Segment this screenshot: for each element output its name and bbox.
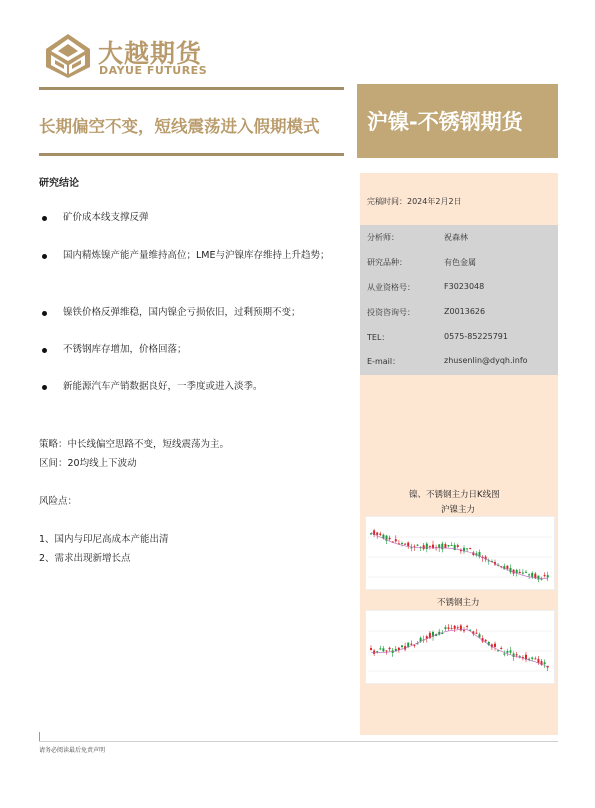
candle-body — [541, 579, 543, 580]
candle-body — [544, 662, 546, 664]
candle-body — [401, 543, 403, 544]
candle-body — [410, 547, 412, 548]
conclusion-point: 镍铁价格反弹维稳，国内镍企亏损依旧，过剩预期不变； — [63, 307, 301, 318]
candle-body — [485, 640, 487, 642]
bullet-dot — [42, 254, 47, 259]
candle-body — [410, 644, 412, 645]
candle-body — [407, 643, 409, 647]
info-label: 研究品种： — [367, 258, 407, 267]
candle-body — [531, 657, 533, 658]
info-label: 分析师： — [367, 233, 399, 242]
info-value: 0575-85225791 — [444, 332, 508, 341]
candle-body — [376, 532, 378, 534]
moving-average-line — [371, 630, 548, 667]
conclusion-point: 新能源汽车产销数据良好，一季度或进入淡季。 — [63, 381, 263, 392]
conclusion-point: 国内精炼镍产能产量维持高位；LME与沪镍库存维持上升趋势； — [63, 250, 330, 261]
analyst-info-box — [360, 225, 558, 375]
info-value: zhusenlin@dyqh.info — [444, 356, 528, 365]
candle-body — [503, 654, 505, 655]
candle-body — [413, 645, 415, 646]
stainless-kline-chart — [365, 610, 555, 684]
candle-body — [537, 576, 539, 580]
strategy-text: 策略：中长线偏空思路不变，短线震荡为主。 — [39, 439, 230, 450]
info-value: F3023048 — [444, 282, 485, 291]
brand-name-en: DAYUE FUTURES — [99, 64, 208, 77]
candle-body — [441, 544, 443, 550]
dayue-logo-icon — [45, 33, 91, 79]
candle-body — [370, 533, 372, 534]
candle-body — [457, 627, 459, 628]
candle-body — [547, 575, 549, 577]
candle-body — [379, 534, 381, 535]
candle-body — [457, 545, 459, 547]
candle-body — [454, 626, 456, 629]
info-label: TEL： — [367, 333, 390, 342]
moving-average-line — [371, 533, 548, 579]
candle-body — [382, 535, 384, 539]
candle-body — [454, 545, 456, 550]
report-headline: 长期偏空不变，短线震荡进入假期模式 — [39, 117, 320, 136]
candle-body — [534, 658, 536, 659]
candle-body — [444, 544, 446, 548]
range-text: 区间：20均线上下波动 — [39, 458, 137, 469]
candle-body — [466, 626, 468, 627]
stainless-chart-caption: 不锈钢主力 — [437, 598, 480, 608]
conclusion-title: 研究结论 — [39, 178, 79, 189]
candle-body — [475, 633, 477, 634]
bullet-dot — [42, 311, 47, 316]
candle-body — [528, 574, 530, 575]
candle-body — [404, 544, 406, 545]
nickel-chart-caption: 沪镍主力 — [441, 505, 476, 515]
candle-body — [379, 648, 381, 649]
info-value: 祝森林 — [444, 233, 468, 242]
candle-body — [506, 651, 508, 653]
candle-body — [494, 644, 496, 647]
candle-body — [451, 628, 453, 629]
candle-body — [531, 573, 533, 577]
candle-body — [382, 648, 384, 651]
risk-item: 1、国内与印尼高成本产能出清 — [39, 534, 169, 545]
product-title-box — [357, 84, 558, 158]
candle-body — [516, 654, 518, 655]
chart-group-title: 镍、不锈钢主力日K线图 — [409, 490, 500, 500]
candle-body — [519, 572, 521, 573]
bullet-dot — [42, 348, 47, 353]
candle-body — [407, 542, 409, 546]
candle-body — [441, 633, 443, 634]
candle-body — [417, 545, 419, 546]
candle-body — [389, 648, 391, 649]
header-rule-top — [39, 87, 344, 90]
info-value: Z0013626 — [444, 307, 486, 316]
risk-item: 2、需求出现新增长点 — [39, 553, 131, 564]
candle-body — [376, 651, 378, 652]
brand-name-cn: 大越期货 — [98, 39, 203, 68]
info-value: 有色金属 — [444, 258, 476, 267]
conclusion-point: 不锈钢库存增加，价格回落； — [63, 344, 187, 355]
bullet-dot — [42, 216, 47, 221]
candle-body — [510, 650, 512, 652]
conclusion-point: 矿价成本线支撑反弹 — [63, 212, 149, 223]
product-title: 沪镍-不锈钢期货 — [367, 110, 523, 134]
candle-body — [389, 538, 391, 539]
header-rule-bottom — [39, 153, 344, 156]
candle-body — [463, 630, 465, 631]
candle-body — [370, 648, 372, 650]
footer-rule — [39, 741, 558, 742]
risk-title: 风险点： — [39, 496, 78, 507]
info-label: E-mail： — [367, 357, 401, 366]
completed-date: 完稿时间：2024年2月2日 — [367, 197, 462, 206]
candle-body — [448, 545, 450, 546]
candle-body — [429, 546, 431, 547]
candle-body — [479, 634, 481, 637]
candle-body — [469, 548, 471, 549]
candle-body — [373, 651, 375, 654]
candle-body — [525, 572, 527, 573]
candle-body — [544, 575, 546, 576]
candle-body — [466, 548, 468, 549]
bullet-dot — [42, 385, 47, 390]
candle-body — [426, 544, 428, 549]
candle-body — [500, 648, 502, 649]
candle-body — [451, 545, 453, 546]
candle-body — [448, 627, 450, 628]
candle-body — [516, 570, 518, 573]
info-label: 从业资格号： — [367, 283, 415, 292]
candle-body — [423, 545, 425, 549]
candle-body — [395, 539, 397, 541]
candle-body — [444, 627, 446, 629]
info-label: 投资咨询号： — [367, 308, 415, 317]
candle-body — [401, 645, 403, 647]
nickel-kline-chart — [365, 516, 555, 590]
candle-body — [506, 566, 508, 569]
candle-body — [438, 544, 440, 548]
candle-body — [510, 568, 512, 572]
candle-body — [497, 650, 499, 651]
candle-body — [522, 573, 524, 574]
candle-body — [386, 650, 388, 651]
footer-disclaimer: 请务必阅读最后免责声明 — [39, 747, 106, 754]
